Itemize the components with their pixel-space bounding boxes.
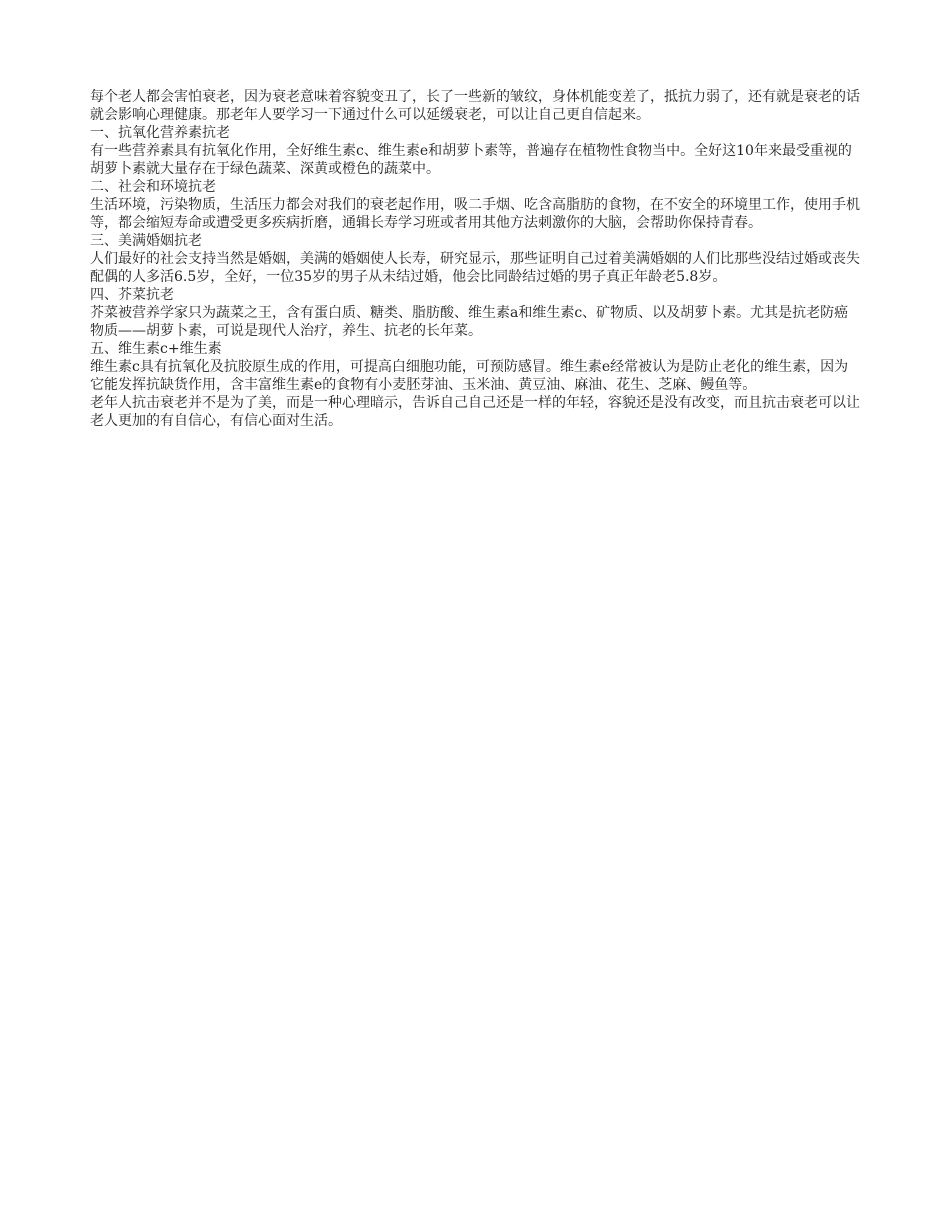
vitamins-paragraph: 维生素c具有抗氧化及抗胶原生成的作用，可提高白细胞功能，可预防感冒。维生素e经常被认为是防止老化的维生素，因为它能发挥抗缺货作用，含丰富维生素e的食物有小麦胚芽油、玉米油、黄豆油、麻油、花生、芝麻、鳗鱼等。 bbox=[90, 359, 849, 393]
conclusion-paragraph: 老年人抗击衰老并不是为了美，而是一种心理暗示，告诉自己自己还是一样的年轻，容貌还是没有改变，而且抗击衰老可以让老人更加的有自信心，有信心面对生活。 bbox=[90, 395, 860, 429]
section-heading-mustard-greens: 四、芥菜抗老 bbox=[90, 287, 174, 303]
document-body bbox=[90, 88, 860, 430]
section-heading-marriage: 三、美满婚姻抗老 bbox=[90, 233, 202, 249]
antioxidant-paragraph: 有一些营养素具有抗氧化作用，全好维生素c、维生素e和胡萝卜素等，普遍存在植物性食物当中。全好这10年来最受重视的胡萝卜素就大量存在于绿色蔬菜、深黄或橙色的蔬菜中。 bbox=[90, 143, 852, 177]
section-heading-vitamins: 五、维生素c+维生素 bbox=[90, 341, 222, 357]
section-heading-antioxidant: 一、抗氧化营养素抗老 bbox=[90, 125, 230, 141]
intro-paragraph: 每个老人都会害怕衰老，因为衰老意味着容貌变丑了，长了一些新的皱纹，身体机能变差了，抵抗力弱了，还有就是衰老的话就会影响心理健康。那老年人要学习一下通过什么可以延缓衰老，可以让自己更自信起来。 bbox=[90, 89, 860, 123]
mustard-greens-paragraph: 芥菜被营养学家只为蔬菜之王，含有蛋白质、糖类、脂肪酸、维生素a和维生素c、矿物质、以及胡萝卜素。尤其是抗老防癌物质——胡萝卜素，可说是现代人治疗，养生、抗老的长年菜。 bbox=[90, 305, 849, 339]
section-heading-social-environment: 二、社会和环境抗老 bbox=[90, 179, 216, 195]
social-environment-paragraph: 生活环境，污染物质，生活压力都会对我们的衰老起作用，吸二手烟、吃含高脂肪的食物，在不安全的环境里工作，使用手机等，都会缩短寿命或遭受更多疾病折磨，通辑长寿学习班或者用其他方法刺激你的大脑，会帮助你保持青春。 bbox=[90, 197, 860, 231]
marriage-paragraph: 人们最好的社会支持当然是婚姻，美满的婚姻使人长寿，研究显示，那些证明自己过着美满婚姻的人们比那些没结过婚或丧失配偶的人多活6.5岁，全好，一位35岁的男子从未结过婚，他会比同龄结过婚的男子真正年龄老5.8岁。 bbox=[90, 251, 860, 285]
